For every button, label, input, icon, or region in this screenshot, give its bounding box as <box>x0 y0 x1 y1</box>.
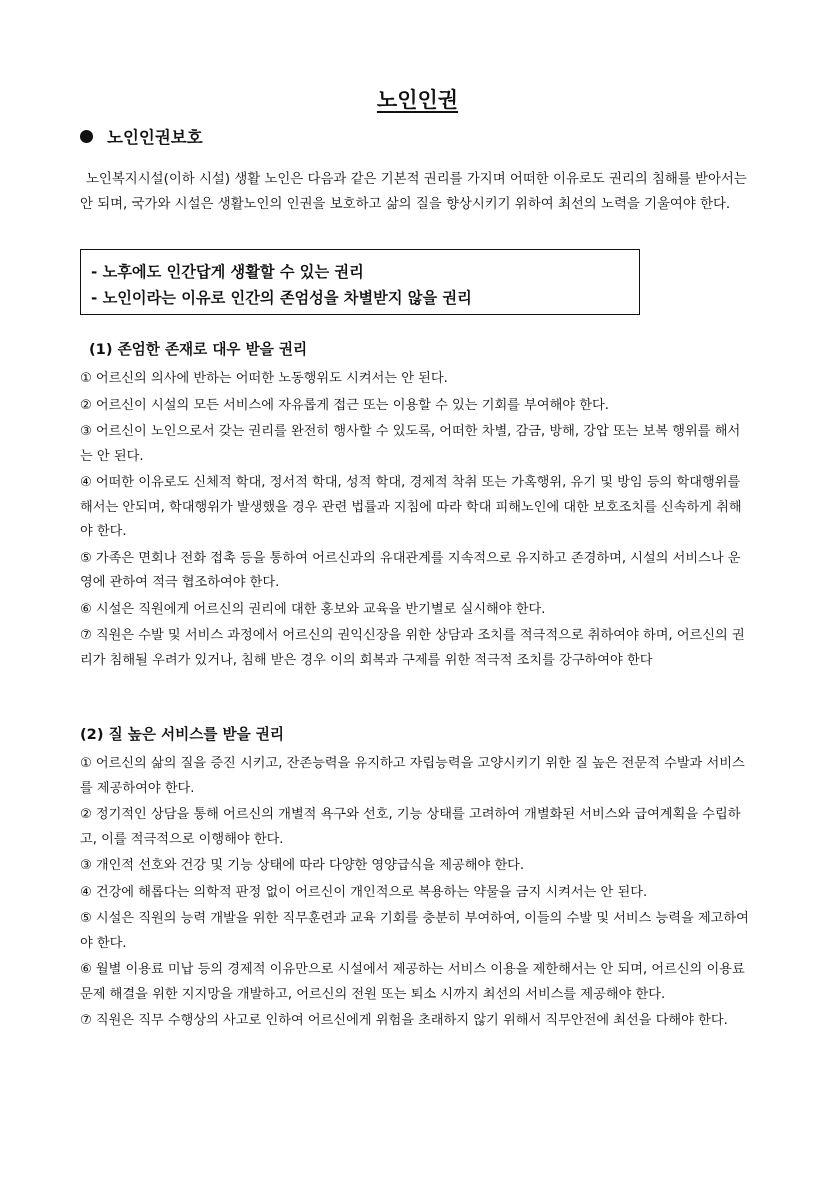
rights-box-line: - 노인이라는 이유로 인간의 존엄성을 차별받지 않을 권리 <box>91 289 472 307</box>
list-item: ⑤ 가족은 면회나 전화 접촉 등을 통하여 어르신과의 유대관계를 지속적으로 유지하고 존경하며, 시설의 서비스나 운영에 관하여 적극 협조하여야 한다. <box>80 550 741 590</box>
section-heading: 노인인권보호 <box>80 124 203 148</box>
list-item: ③ 개인적 선호와 건강 및 기능 상태에 따라 다양한 영양급식을 제공해야 한다. <box>80 858 525 873</box>
list-item: ④ 어떠한 이유로도 신체적 학대, 정서적 학대, 성적 학대, 경제적 착취 또는 가혹행위, 유기 및 방임 등의 학대행위를 해서는 안되며, 학대행위가 발생했을 경우 관련 법률과 지침에 따라 학대 피해노인에 대한 보호조치를 신속하게 취해야 한다. <box>80 475 742 539</box>
section-quality-service <box>80 724 752 1036</box>
list-item: ① 어르신의 삶의 질을 증진 시키고, 잔존능력을 유지하고 자립능력을 고양시키기 위한 질 높은 전문적 수발과 서비스를 제공하여야 한다. <box>80 756 745 796</box>
section-title: (1) 존엄한 존재로 대우 받을 권리 <box>89 341 308 358</box>
intro-paragraph: 노인복지시설(이하 시설) 생활 노인은 다음과 같은 기본적 권리를 가지며 어떠한 이유로도 권리의 침해를 받아서는 안 되며, 국가와 시설은 생활노인의 인권을 보호하고 삶의 질을 향상시키기 위하여 최선의 노력을 기울여야 한다. <box>80 172 747 212</box>
list-item: ① 어르신의 의사에 반하는 어떠한 노동행위도 시켜서는 안 된다. <box>80 371 448 386</box>
list-item: ⑥ 시설은 직원에게 어르신의 권리에 대한 홍보와 교육을 반기별로 실시해야 한다. <box>80 601 546 617</box>
list-item: ⑦ 직원은 수발 및 서비스 과정에서 어르신의 권익신장을 위한 상담과 조치를 적극적으로 취하여야 하며, 어르신의 권리가 침해될 우려가 있거나, 침해 받은 경우 이의 회복과 구제를 위한 적극적 조치를 강구하여야 한다 <box>80 628 745 668</box>
section-dignity <box>80 339 752 675</box>
page-title: 노인인권 <box>376 88 459 112</box>
list-item: ⑦ 직원은 직무 수행상의 사고로 인하여 어르신에게 위험을 초래하지 않기 위해서 직무안전에 최선을 다해야 한다. <box>80 1013 728 1028</box>
section-title: (2) 질 높은 서비스를 받을 권리 <box>80 726 284 743</box>
list-item: ⑤ 시설은 직원의 능력 개발을 위한 직무훈련과 교육 기회를 충분히 부여하여, 이들의 수발 및 서비스 능력을 제고하여야 한다. <box>80 911 749 951</box>
rights-box-line: - 노후에도 인간답게 생활할 수 있는 권리 <box>91 263 364 281</box>
rights-box <box>80 249 640 315</box>
bullet-icon <box>80 130 93 143</box>
list-item: ② 정기적인 상담을 통해 어르신의 개별적 욕구와 선호, 기능 상태를 고려하여 개별화된 서비스와 급여계획을 수립하고, 이를 적극적으로 이행해야 한다. <box>80 807 741 847</box>
list-item: ⑥ 월별 이용료 미납 등의 경제적 이유만으로 시설에서 제공하는 서비스 이용을 제한해서는 안 되며, 어르신의 이용료 문제 해결을 위한 지지망을 개발하고, 어르신의 전원 또는 퇴소 시까지 최선의 서비스를 제공해야 한다. <box>80 962 745 1002</box>
list-item: ④ 건강에 해롭다는 의학적 판정 없이 어르신이 개인적으로 복용하는 약물을 금지 시켜서는 안 된다. <box>80 884 648 900</box>
list-item: ③ 어르신이 노인으로서 갖는 권리를 완전히 행사할 수 있도록, 어떠한 차별, 감금, 방해, 강압 또는 보복 행위를 해서는 안 된다. <box>80 424 741 464</box>
list-item: ② 어르신이 시설의 모든 서비스에 자유롭게 접근 또는 이용할 수 있는 기회를 부여해야 한다. <box>80 397 609 413</box>
